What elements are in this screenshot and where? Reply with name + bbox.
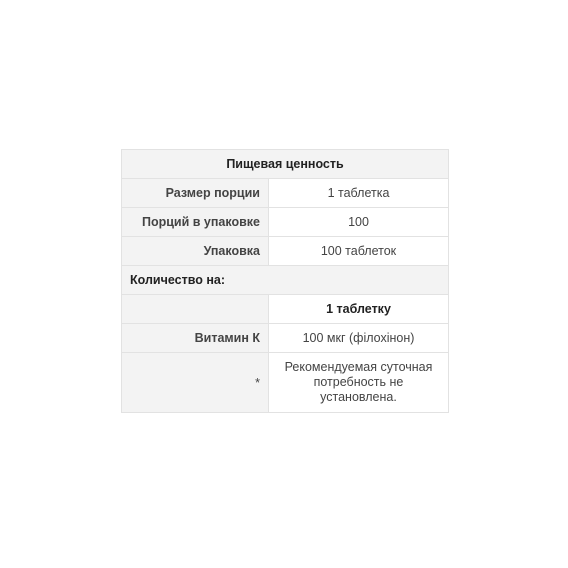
footnote-line: потребность не: [313, 375, 404, 389]
serving-size-label: Размер порции: [122, 179, 269, 208]
package-label: Упаковка: [122, 237, 269, 266]
package-row: [122, 237, 449, 266]
servings-per-container-value: 100: [269, 208, 449, 237]
footnote-row: [122, 353, 449, 413]
amount-per-heading: Количество на:: [122, 266, 449, 295]
amount-per-unit-blank: [122, 295, 269, 324]
serving-size-value: 1 таблетка: [269, 179, 449, 208]
servings-per-container-label: Порций в упаковке: [122, 208, 269, 237]
vitamin-k-row: [122, 324, 449, 353]
amount-per-unit: 1 таблетку: [269, 295, 449, 324]
nutrition-facts-table: [121, 149, 449, 413]
footnote-line: Рекомендуемая суточная: [284, 360, 433, 374]
package-value: 100 таблеток: [269, 237, 449, 266]
table-title: Пищевая ценность: [122, 150, 449, 179]
amount-per-heading-row: [122, 266, 449, 295]
vitamin-k-value: 100 мкг (філохінон): [269, 324, 449, 353]
title-row: [122, 150, 449, 179]
footnote-mark: *: [122, 353, 269, 413]
vitamin-k-label: Витамин К: [122, 324, 269, 353]
servings-per-container-row: [122, 208, 449, 237]
footnote-text: [269, 353, 449, 413]
serving-size-row: [122, 179, 449, 208]
footnote-line: установлена.: [320, 390, 397, 404]
amount-per-unit-row: [122, 295, 449, 324]
